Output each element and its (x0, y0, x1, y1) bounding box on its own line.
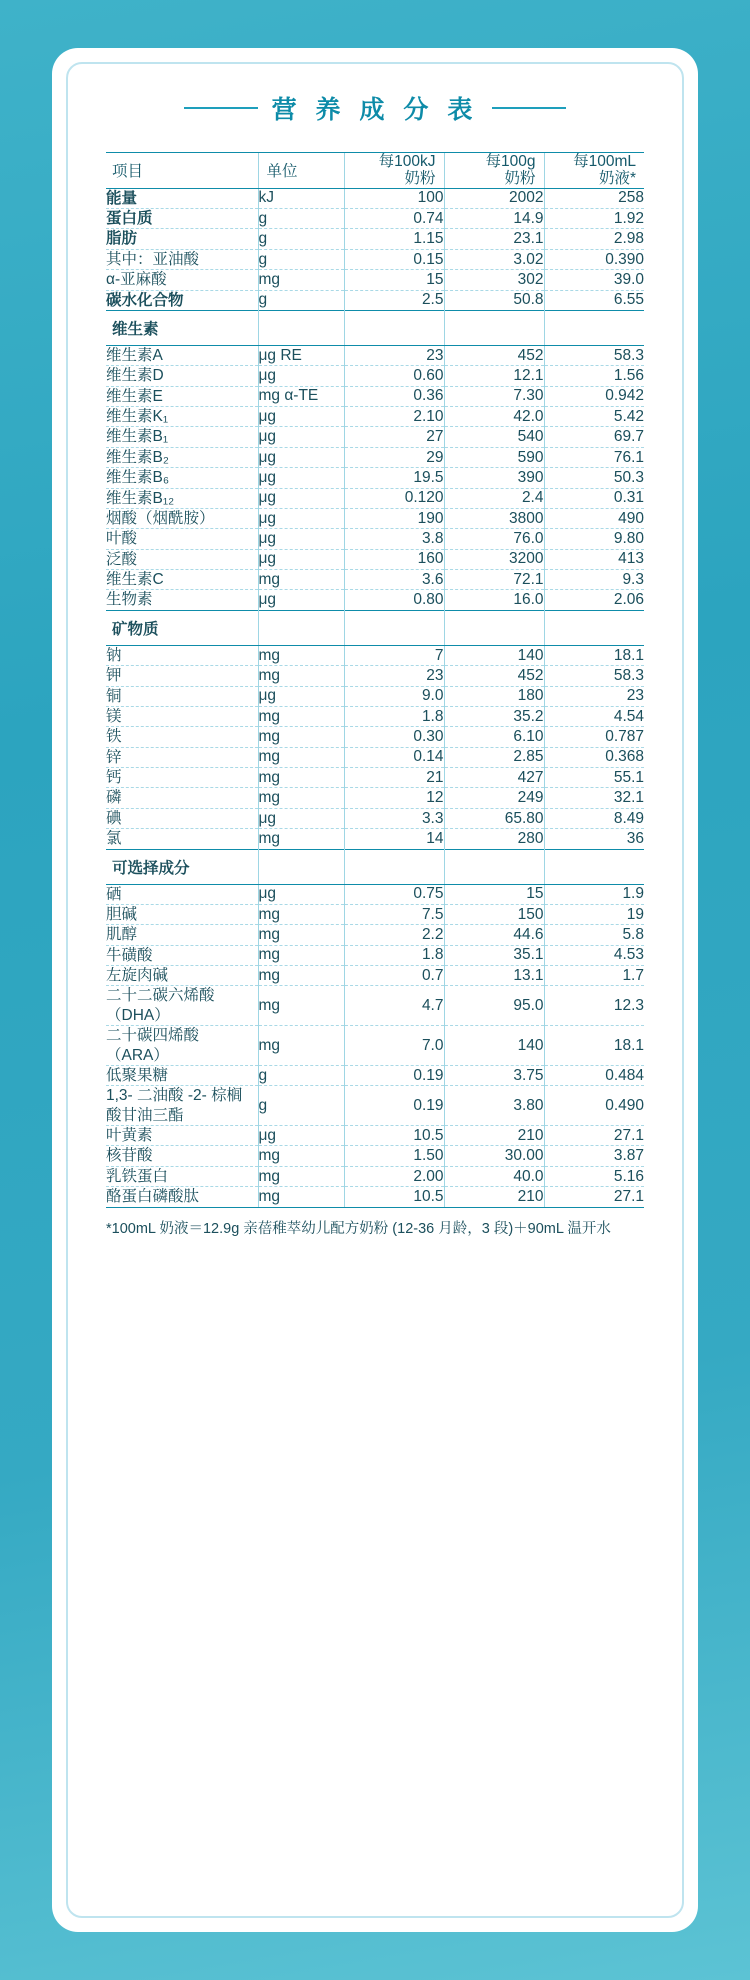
row-item-name: 泛酸 (106, 549, 258, 569)
row-value-per-100g: 3800 (444, 508, 544, 528)
table-row (106, 945, 644, 965)
row-item-name: 蛋白质 (106, 209, 258, 229)
row-value-per-100kj: 1.50 (344, 1146, 444, 1166)
table-section-label: 可选择成分 (106, 849, 258, 884)
row-value-per-100ml: 18.1 (544, 645, 644, 665)
row-item-name: 磷 (106, 788, 258, 808)
row-item-name: 核苷酸 (106, 1146, 258, 1166)
table-section-blank-cell (544, 610, 644, 645)
row-value-per-100g: 452 (444, 666, 544, 686)
row-value-per-100g: 2.85 (444, 747, 544, 767)
row-value-per-100ml: 69.7 (544, 427, 644, 447)
row-value-per-100ml: 4.53 (544, 945, 644, 965)
table-row (106, 645, 644, 665)
table-header-row (106, 153, 644, 189)
row-value-per-100ml: 76.1 (544, 447, 644, 467)
table-row (106, 488, 644, 508)
table-row (106, 1026, 644, 1066)
table-row (106, 884, 644, 904)
row-unit: mg (258, 986, 344, 1026)
row-value-per-100kj: 19.5 (344, 468, 444, 488)
row-value-per-100g: 40.0 (444, 1166, 544, 1186)
row-value-per-100g: 35.1 (444, 945, 544, 965)
row-value-per-100ml: 2.98 (544, 229, 644, 249)
table-section-label: 维生素 (106, 310, 258, 345)
table-row (106, 904, 644, 924)
row-value-per-100g: 140 (444, 645, 544, 665)
row-value-per-100g: 13.1 (444, 966, 544, 986)
row-value-per-100kj: 0.19 (344, 1065, 444, 1085)
row-unit: g (258, 1086, 344, 1126)
row-unit: μg (258, 686, 344, 706)
row-value-per-100ml: 5.8 (544, 925, 644, 945)
row-value-per-100ml: 0.390 (544, 249, 644, 269)
row-value-per-100ml: 9.3 (544, 570, 644, 590)
row-value-per-100ml: 0.31 (544, 488, 644, 508)
row-item-name: 酪蛋白磷酸肽 (106, 1187, 258, 1207)
table-row (106, 468, 644, 488)
row-item-name: 碘 (106, 808, 258, 828)
row-value-per-100g: 15 (444, 884, 544, 904)
row-item-name: 胆碱 (106, 904, 258, 924)
row-value-per-100g: 12.1 (444, 366, 544, 386)
row-item-name: 维生素A (106, 345, 258, 365)
table-section-header (106, 849, 644, 884)
row-value-per-100kj: 2.00 (344, 1166, 444, 1186)
row-value-per-100ml: 32.1 (544, 788, 644, 808)
row-item-name: 锌 (106, 747, 258, 767)
row-value-per-100g: 180 (444, 686, 544, 706)
row-value-per-100ml: 8.49 (544, 808, 644, 828)
row-value-per-100kj: 0.15 (344, 249, 444, 269)
row-value-per-100g: 7.30 (444, 386, 544, 406)
row-item-name: 钠 (106, 645, 258, 665)
table-row (106, 249, 644, 269)
row-value-per-100kj: 0.120 (344, 488, 444, 508)
row-item-name: 肌醇 (106, 925, 258, 945)
table-row (106, 727, 644, 747)
table-section-header (106, 610, 644, 645)
row-value-per-100ml: 2.06 (544, 590, 644, 610)
row-value-per-100g: 427 (444, 768, 544, 788)
row-value-per-100g: 65.80 (444, 808, 544, 828)
row-value-per-100g: 2.4 (444, 488, 544, 508)
row-value-per-100kj: 1.8 (344, 945, 444, 965)
row-item-name: 1,3- 二油酸 -2- 棕榈 酸甘油三酯 (106, 1086, 258, 1126)
row-unit: μg RE (258, 345, 344, 365)
table-row (106, 447, 644, 467)
header-per-100kj-line2: 奶粉 (404, 170, 436, 188)
row-value-per-100ml: 0.490 (544, 1086, 644, 1126)
row-value-per-100ml: 0.942 (544, 386, 644, 406)
table-section-blank-cell (444, 849, 544, 884)
row-value-per-100g: 16.0 (444, 590, 544, 610)
row-value-per-100g: 42.0 (444, 407, 544, 427)
row-value-per-100ml: 5.42 (544, 407, 644, 427)
row-item-name: 碳水化合物 (106, 291, 184, 309)
row-value-per-100g: 210 (444, 1126, 544, 1146)
row-value-per-100g: 540 (444, 427, 544, 447)
row-unit: g (258, 209, 344, 229)
row-value-per-100kj: 14 (344, 829, 444, 849)
row-value-per-100ml: 258 (544, 188, 644, 208)
row-unit: μg (258, 366, 344, 386)
row-unit: μg (258, 1126, 344, 1146)
row-value-per-100kj: 21 (344, 768, 444, 788)
row-value-per-100ml: 55.1 (544, 768, 644, 788)
row-value-per-100kj: 7 (344, 645, 444, 665)
row-item-name: 生物素 (106, 591, 153, 609)
row-item-name: 乳铁蛋白 (106, 1166, 258, 1186)
row-item-name: 维生素C (106, 570, 258, 590)
row-unit: mg (258, 666, 344, 686)
table-section-blank-cell (444, 610, 544, 645)
row-value-per-100g: 2002 (444, 188, 544, 208)
table-row (106, 386, 644, 406)
table-section-blank-cell (344, 849, 444, 884)
row-value-per-100ml: 9.80 (544, 529, 644, 549)
row-item-name: 维生素K₁ (106, 407, 258, 427)
row-value-per-100kj: 23 (344, 345, 444, 365)
row-item-name: 维生素D (106, 366, 258, 386)
row-value-per-100kj: 7.0 (344, 1026, 444, 1066)
table-row (106, 549, 644, 569)
row-value-per-100kj: 0.80 (344, 590, 444, 610)
row-unit: μg (258, 508, 344, 528)
row-item-name: 其中：亚油酸 (106, 249, 258, 269)
row-item-name: 二十碳四烯酸 （ARA） (106, 1026, 258, 1066)
nutrition-table (106, 152, 644, 1208)
table-section-blank-cell (344, 610, 444, 645)
table-row (106, 508, 644, 528)
row-value-per-100kj: 2.2 (344, 925, 444, 945)
row-item-name: 维生素E (106, 386, 258, 406)
row-value-per-100g: 3.02 (444, 249, 544, 269)
table-row (106, 706, 644, 726)
row-unit: g (258, 1065, 344, 1085)
header-unit: 单位 (258, 153, 344, 189)
row-value-per-100ml: 413 (544, 549, 644, 569)
row-value-per-100kj: 10.5 (344, 1126, 444, 1146)
row-item-name: 二十二碳六烯酸 （DHA） (106, 986, 258, 1026)
row-value-per-100kj: 12 (344, 788, 444, 808)
table-body (106, 188, 644, 1207)
row-value-per-100ml: 0.787 (544, 727, 644, 747)
table-row (106, 345, 644, 365)
row-value-per-100kj: 190 (344, 508, 444, 528)
table-section-header (106, 310, 644, 345)
row-unit: μg (258, 407, 344, 427)
row-item-name: 左旋肉碱 (106, 966, 258, 986)
row-unit: mg (258, 829, 344, 849)
table-section-blank-cell (344, 310, 444, 345)
row-unit: mg (258, 1146, 344, 1166)
row-value-per-100kj: 9.0 (344, 686, 444, 706)
row-unit: mg (258, 727, 344, 747)
table-row (106, 270, 644, 290)
table-row (106, 1086, 644, 1126)
table-row (106, 1166, 644, 1186)
row-item-name: 低聚果糖 (106, 1065, 258, 1085)
row-value-per-100kj: 0.14 (344, 747, 444, 767)
row-unit: mg (258, 747, 344, 767)
row-value-per-100g: 390 (444, 468, 544, 488)
row-item-name: 烟酸（烟酰胺） (106, 508, 258, 528)
table-row (106, 747, 644, 767)
row-unit: mg (258, 945, 344, 965)
row-value-per-100kj: 0.7 (344, 966, 444, 986)
table-row (106, 290, 644, 310)
table-section-blank-cell (544, 310, 644, 345)
row-item-name: 钾 (106, 666, 258, 686)
row-item-name: 维生素B₂ (106, 447, 258, 467)
table-row (106, 229, 644, 249)
row-value-per-100kj: 2.10 (344, 407, 444, 427)
row-value-per-100ml: 5.16 (544, 1166, 644, 1186)
row-value-per-100ml: 39.0 (544, 270, 644, 290)
table-row (106, 570, 644, 590)
row-value-per-100ml: 27.1 (544, 1126, 644, 1146)
title-rule-left (184, 107, 258, 109)
row-item-name: 维生素B₆ (106, 468, 258, 488)
table-section-blank-cell (544, 849, 644, 884)
row-value-per-100ml: 27.1 (544, 1187, 644, 1207)
row-unit: mg (258, 1166, 344, 1186)
row-value-per-100kj: 1.8 (344, 706, 444, 726)
row-item-name: 牛磺酸 (106, 945, 258, 965)
row-value-per-100g: 72.1 (444, 570, 544, 590)
row-unit: μg (258, 808, 344, 828)
row-value-per-100kj: 0.60 (344, 366, 444, 386)
row-value-per-100kj: 160 (344, 549, 444, 569)
table-section-label: 矿物质 (106, 610, 258, 645)
row-value-per-100kj: 4.7 (344, 986, 444, 1026)
row-value-per-100kj: 0.74 (344, 209, 444, 229)
row-value-per-100g: 452 (444, 345, 544, 365)
row-unit: mg (258, 570, 344, 590)
row-value-per-100ml: 1.7 (544, 966, 644, 986)
row-unit: mg (258, 904, 344, 924)
row-value-per-100ml: 6.55 (544, 290, 644, 310)
row-value-per-100ml: 4.54 (544, 706, 644, 726)
row-unit: g (258, 229, 344, 249)
table-row (106, 590, 644, 610)
row-value-per-100kj: 23 (344, 666, 444, 686)
row-value-per-100kj: 100 (344, 188, 444, 208)
row-value-per-100kj: 0.30 (344, 727, 444, 747)
row-value-per-100ml: 18.1 (544, 1026, 644, 1066)
row-unit: mg (258, 270, 344, 290)
row-value-per-100ml: 12.3 (544, 986, 644, 1026)
table-row (106, 209, 644, 229)
table-row (106, 407, 644, 427)
row-item-name: 硒 (106, 884, 258, 904)
row-value-per-100g: 210 (444, 1187, 544, 1207)
row-unit: mg (258, 645, 344, 665)
row-value-per-100ml: 58.3 (544, 345, 644, 365)
row-value-per-100ml: 50.3 (544, 468, 644, 488)
nutrition-card (52, 48, 698, 1932)
row-value-per-100g: 3.80 (444, 1086, 544, 1126)
table-section-blank-cell (258, 849, 344, 884)
row-value-per-100g: 280 (444, 829, 544, 849)
table-row (106, 925, 644, 945)
row-unit: g (258, 249, 344, 269)
row-unit: mg (258, 966, 344, 986)
row-value-per-100ml: 1.56 (544, 366, 644, 386)
row-value-per-100g: 3200 (444, 549, 544, 569)
header-per-100g (444, 153, 544, 189)
row-unit: μg (258, 427, 344, 447)
table-row (106, 529, 644, 549)
row-value-per-100ml: 490 (544, 508, 644, 528)
row-unit: mg α-TE (258, 386, 344, 406)
table-row (106, 427, 644, 447)
row-value-per-100ml: 3.87 (544, 1146, 644, 1166)
title-rule-right (492, 107, 566, 109)
row-unit: mg (258, 768, 344, 788)
row-unit: g (258, 290, 344, 310)
row-value-per-100ml: 36 (544, 829, 644, 849)
row-value-per-100kj: 3.3 (344, 808, 444, 828)
table-row (106, 986, 644, 1026)
row-value-per-100ml: 1.9 (544, 884, 644, 904)
row-value-per-100g: 50.8 (444, 290, 544, 310)
row-value-per-100g: 140 (444, 1026, 544, 1066)
table-row (106, 366, 644, 386)
row-value-per-100kj: 1.15 (344, 229, 444, 249)
row-value-per-100g: 150 (444, 904, 544, 924)
row-value-per-100ml: 0.484 (544, 1065, 644, 1085)
row-value-per-100ml: 19 (544, 904, 644, 924)
row-value-per-100g: 14.9 (444, 209, 544, 229)
header-per-100g-line2: 奶粉 (504, 170, 536, 188)
row-item-name: 脂肪 (106, 229, 258, 249)
nutrition-title-row (68, 90, 682, 126)
row-value-per-100kj: 7.5 (344, 904, 444, 924)
header-per-100g-line1: 每100g (485, 153, 536, 170)
header-per-100kj-line1: 每100kJ (378, 153, 436, 170)
row-value-per-100g: 590 (444, 447, 544, 467)
row-value-per-100g: 302 (444, 270, 544, 290)
header-per-100ml-line2: 奶液* (598, 170, 636, 188)
row-value-per-100ml: 0.368 (544, 747, 644, 767)
row-item-name: 维生素B₁₂ (106, 488, 258, 508)
row-value-per-100g: 3.75 (444, 1065, 544, 1085)
row-item-name: 铜 (106, 686, 258, 706)
table-section-blank-cell (258, 310, 344, 345)
table-row (106, 788, 644, 808)
table-row (106, 1065, 644, 1085)
row-unit: mg (258, 1187, 344, 1207)
row-value-per-100ml: 1.92 (544, 209, 644, 229)
row-item-name: 镁 (106, 706, 258, 726)
table-row (106, 829, 644, 849)
row-value-per-100kj: 27 (344, 427, 444, 447)
row-value-per-100g: 35.2 (444, 706, 544, 726)
table-row (106, 808, 644, 828)
row-unit: μg (258, 529, 344, 549)
row-value-per-100kj: 3.8 (344, 529, 444, 549)
row-value-per-100kj: 10.5 (344, 1187, 444, 1207)
table-row (106, 1126, 644, 1146)
header-per-100ml (544, 153, 644, 189)
table-section-blank-cell (258, 610, 344, 645)
row-item-name: α-亚麻酸 (106, 270, 258, 290)
row-item-name: 叶酸 (106, 529, 258, 549)
row-item-name: 氯 (106, 830, 122, 848)
table-row (106, 768, 644, 788)
table-row (106, 666, 644, 686)
row-value-per-100g: 95.0 (444, 986, 544, 1026)
row-unit: mg (258, 925, 344, 945)
table-row (106, 188, 644, 208)
page-title: 营 养 成 分 表 (271, 96, 479, 124)
row-value-per-100g: 76.0 (444, 529, 544, 549)
row-value-per-100g: 6.10 (444, 727, 544, 747)
row-unit: μg (258, 488, 344, 508)
row-value-per-100kj: 2.5 (344, 290, 444, 310)
row-value-per-100g: 249 (444, 788, 544, 808)
row-unit: mg (258, 788, 344, 808)
row-item-name: 能量 (106, 188, 258, 208)
row-value-per-100ml: 58.3 (544, 666, 644, 686)
table-row (106, 686, 644, 706)
row-value-per-100ml: 23 (544, 686, 644, 706)
footnote: *100mL 奶液＝12.9g 亲蓓稚萃幼儿配方奶粉 (12-36 月龄，3 段)＋90mL 温开水 (106, 1220, 611, 1237)
row-value-per-100kj: 0.75 (344, 884, 444, 904)
row-value-per-100g: 44.6 (444, 925, 544, 945)
header-per-100ml-line1: 每100mL (573, 153, 636, 170)
row-unit: mg (258, 1026, 344, 1066)
row-item-name: 叶黄素 (106, 1126, 258, 1146)
row-unit: μg (258, 468, 344, 488)
row-item-name: 铁 (106, 727, 258, 747)
row-item-name: 钙 (106, 768, 258, 788)
row-unit: μg (258, 549, 344, 569)
row-value-per-100kj: 3.6 (344, 570, 444, 590)
row-unit: mg (258, 706, 344, 726)
table-row (106, 1187, 644, 1207)
row-value-per-100kj: 0.36 (344, 386, 444, 406)
nutrition-card-inner-border (66, 62, 684, 1918)
row-item-name: 维生素B₁ (106, 427, 258, 447)
row-unit: kJ (258, 188, 344, 208)
header-per-100kj (344, 153, 444, 189)
row-value-per-100g: 23.1 (444, 229, 544, 249)
table-row (106, 1146, 644, 1166)
row-value-per-100kj: 15 (344, 270, 444, 290)
table-section-blank-cell (444, 310, 544, 345)
row-value-per-100kj: 29 (344, 447, 444, 467)
row-value-per-100kj: 0.19 (344, 1086, 444, 1126)
row-unit: μg (258, 884, 344, 904)
header-item: 项目 (106, 153, 258, 189)
row-value-per-100g: 30.00 (444, 1146, 544, 1166)
table-row (106, 966, 644, 986)
row-unit: μg (258, 447, 344, 467)
row-unit: μg (258, 590, 344, 610)
